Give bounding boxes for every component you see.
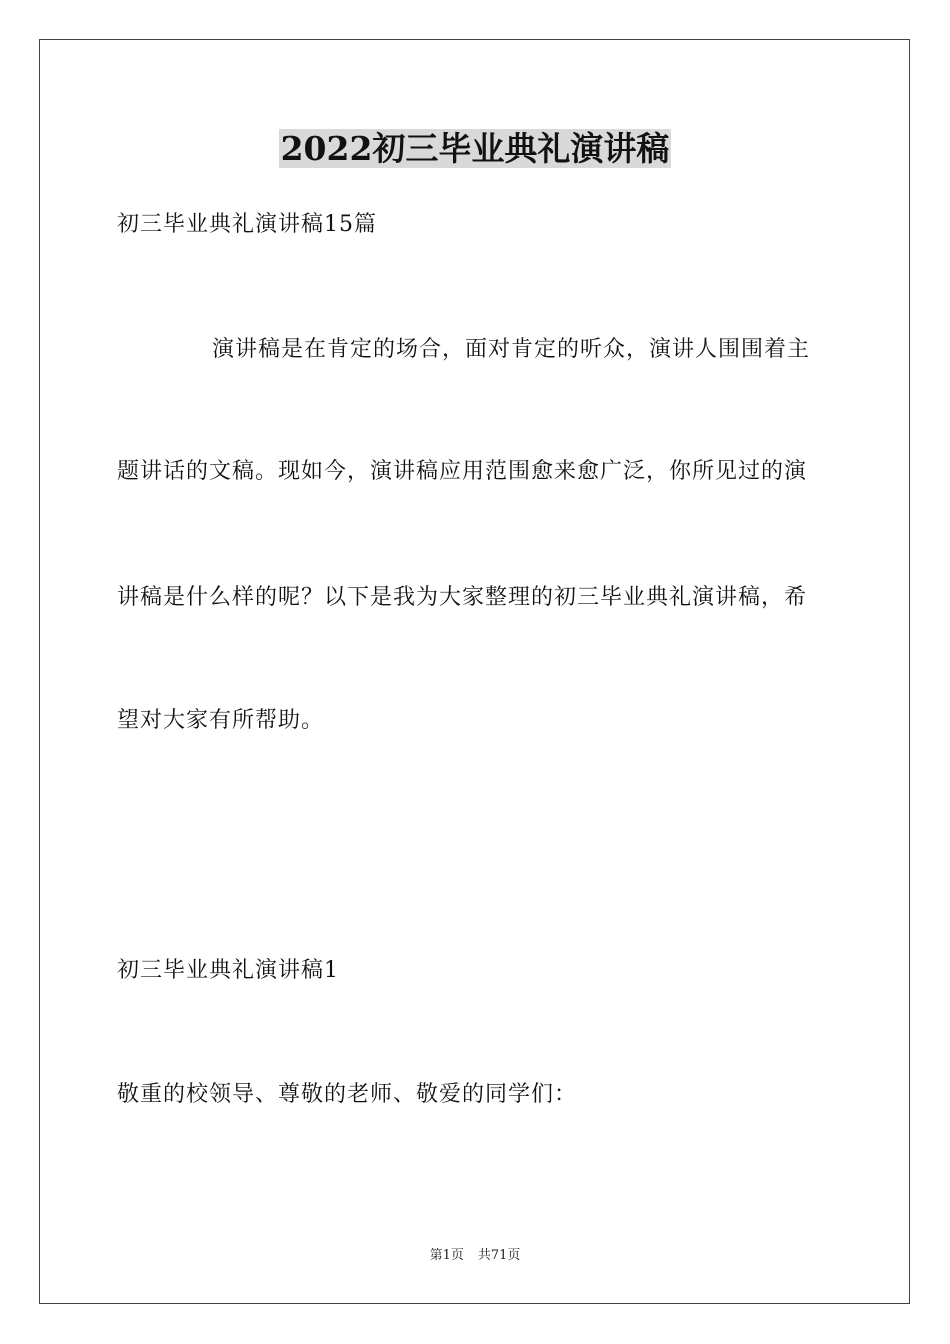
intro-paragraph-line: 演讲稿是在肯定的场合，面对肯定的听众，演讲人围围着主 — [212, 337, 811, 362]
document-title — [0, 127, 950, 171]
page-number: 第1页 — [429, 1248, 464, 1263]
greeting-line: 敬重的校领导、尊敬的老师、敬爱的同学们： — [117, 1082, 578, 1107]
document-title-text: 2022初三毕业典礼演讲稿 — [280, 129, 670, 168]
section-heading: 初三毕业典礼演讲稿1 — [117, 958, 339, 983]
document-subtitle: 初三毕业典礼演讲稿15篇 — [117, 212, 377, 237]
intro-paragraph-line: 望对大家有所帮助。 — [117, 708, 325, 733]
page-footer — [0, 1247, 950, 1265]
intro-paragraph-line: 题讲话的文稿。现如今，演讲稿应用范围愈来愈广泛，你所见过的演 — [117, 459, 808, 484]
page-total: 共71页 — [477, 1248, 521, 1263]
intro-paragraph-line: 讲稿是什么样的呢？以下是我为大家整理的初三毕业典礼演讲稿，希 — [117, 585, 808, 610]
